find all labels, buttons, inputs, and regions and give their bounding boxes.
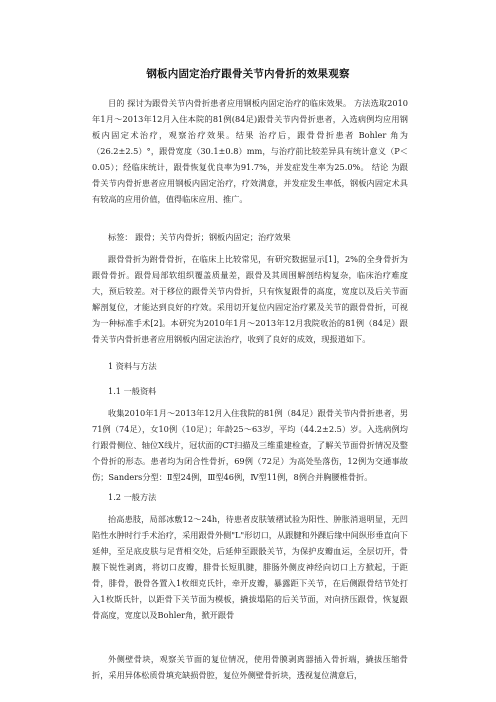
keywords-line: 标签： 跟骨；关节内骨折；钢板内固定；治疗效果 — [108, 232, 291, 242]
section-1-1-paragraph: 收集2010年1月～2013年12月入住我院的81例（84足）跟骨关节内骨折患者，男71例（74足），女10例（10足）；年龄25～63岁，平均（44.2±2.5）岁。入选病例均行跟骨侧位、轴位X线片，冠状面的CT扫描及三维重建检查，了解关节面骨折情况及整个骨折的形态。患者均为闭合性骨折，69例（72足）为高处坠落伤，12例为交通事故伤；Sanders分型：Ⅱ型24例，Ⅲ型46例，Ⅳ型11例，8例合并胸腰椎骨折。 — [92, 408, 408, 482]
section-1-2-paragraph: 抬高患肢，局部冰敷12～24h，待患者皮肤皱褶试验为阳性、肿胀消退明显，无凹陷性水肿时行手术治疗，采用跟骨外侧"L"形切口，从跟腱和外踝后缘中间纵形垂直向下延伸，至足底皮肤与足背相交处，后延伸至跟骰关节，为保护皮瓣血运，全层切开，骨膜下锐性剥离，将切口皮瓣，腓骨长短肌腱，腓肠外侧皮神经向切口上方掀起，于距骨，腓骨，骰骨各置入1枚细克氏针，牵开皮瓣，暴露距下关节，在后侧跟骨结节处打入1枚斯氏针，以距骨下关节面为模板，撬拔塌陷的后关节面，对向挤压跟骨，恢复跟骨高度，宽度以及Bohler角，掀开跟骨 — [92, 514, 408, 620]
abstract-text: 目的 探讨为跟骨关节内骨折患者应用钢板内固定治疗的临床效果。 方法选取2010年1月～2013年12月入住本院的81例(84足)跟骨关节内骨折患者，入选病例均应用钢板内固定术治疗，观察治疗效果。结果 治疗后，跟骨骨折患者 Bohler 角为（26.2±2.5）°，跟骨宽度（30.1±0.8）mm，与治疗前比较差异具有统计意义（P＜0.05）；经临床统计，跟骨恢复优良率为91.7%，并发症发生率为25.0%。 结论 为跟骨关节内骨折患者应用钢板内固定治疗，疗效满意，并发症发生率低，钢板内固定术具有较高的应用价值，值得临床应用、推广。 — [92, 98, 408, 204]
section-1-2-paragraph-continued: 外侧壁骨块，观察关节面的复位情况，使用骨膜剥离器插入骨折端，撬拔压缩骨折，采用异体松质骨填充缺损骨腔，复位外侧壁骨折块，透视复位满意后， — [92, 654, 408, 680]
section-1-2-continued — [92, 651, 408, 683]
abstract — [92, 95, 408, 207]
intro-paragraph: 跟骨骨折为跗骨骨折，在临床上比较常见，有研究数据显示[1]，2%的全身骨折为跟骨骨折。跟骨局部软组织覆盖质量差，跟骨及其周围解剖结构复杂，临床治疗难度大，预后较差。对于移位的跟骨关节内骨折，只有恢复跟骨的高度，宽度以及后关节面解剖复位，才能达到良好的疗效。采用切开复位内固定治疗累及关节的跟骨骨折，可视为一种标准手术[2]。本研究为2010年1月～2013年12月我院收治的81例（84足）跟骨关节内骨折患者应用钢板内固定法治疗，收到了良好的成效，现报道如下。 — [92, 254, 408, 344]
section-1-1-body — [92, 405, 408, 485]
section-heading-1-1: 1.1 一般资料 — [108, 386, 157, 396]
section-1-2-body — [92, 511, 408, 623]
section-heading-1-2: 1.2 一般方法 — [108, 492, 157, 502]
section-heading-1: 1 资料与方法 — [108, 361, 157, 371]
introduction — [92, 251, 408, 347]
article-title: 钢板内固定治疗跟骨关节内骨折的效果观察 — [146, 68, 350, 80]
